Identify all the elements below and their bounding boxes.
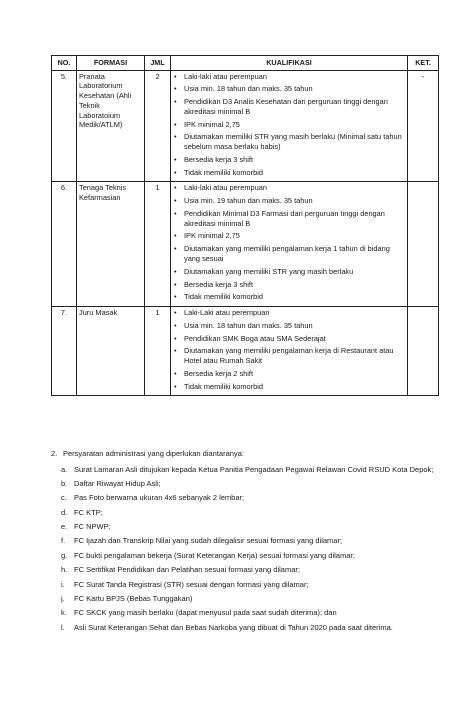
table-row bbox=[52, 182, 439, 307]
list-text: FC Surat Tanda Registrasi (STR) sesuai dengan formasi yang dilamar; bbox=[74, 579, 309, 589]
list-item bbox=[61, 580, 446, 590]
qualification-item: • IPK minimal 2,75 bbox=[173, 231, 405, 241]
qualification-item: • Pendidikan Minimal D3 Farmasi dari perguruan tinggi dengan akreditasi minimal B bbox=[173, 209, 405, 229]
list-text: FC SKCK yang masih berlaku (dapat menyusul pada saat sudah diterima); dan bbox=[74, 608, 337, 618]
list-item bbox=[61, 565, 446, 575]
list-item bbox=[61, 608, 446, 618]
row-jml: 1 bbox=[145, 182, 171, 307]
row-ket bbox=[408, 307, 439, 396]
list-marker: l. bbox=[61, 622, 65, 632]
list-item bbox=[61, 522, 446, 532]
qualification-item: • Laki-laki atau perempuan bbox=[173, 72, 405, 82]
list-item bbox=[61, 594, 446, 604]
row-number: 6. bbox=[52, 182, 77, 307]
list-marker: k. bbox=[61, 608, 67, 618]
list-text: FC KTP; bbox=[74, 507, 103, 517]
table-header-row bbox=[52, 56, 439, 71]
list-marker: e. bbox=[61, 522, 68, 532]
header-no: NO. bbox=[52, 56, 77, 71]
qualification-list bbox=[173, 183, 405, 302]
list-marker: d. bbox=[61, 507, 68, 517]
list-marker: a. bbox=[61, 464, 68, 474]
section-number: 2. bbox=[51, 449, 58, 458]
list-text: FC Kartu BPJS (Bebas Tunggakan) bbox=[74, 593, 193, 603]
qualification-item: • Bersedia kerja 3 shift bbox=[173, 280, 405, 290]
list-text: FC NPWP; bbox=[74, 522, 111, 532]
header-formasi: FORMASI bbox=[77, 56, 145, 71]
list-text: FC Sertifikat Pendidikan dan Pelatihan sesuai formasi yang dilamar; bbox=[74, 565, 300, 575]
list-text: Asli Surat Keterangan Sehat dan Bebas Narkoba yang dibuat di Tahun 2020 pada saat diterima. bbox=[74, 622, 393, 632]
qualification-item: • Tidak memiliki komorbid bbox=[173, 382, 405, 392]
list-marker: g. bbox=[61, 550, 68, 560]
list-text: FC bukti pengalaman bekerja (Surat Keterangan Kerja) sesuai formasi yang dilamar; bbox=[74, 550, 355, 560]
list-marker: h. bbox=[61, 565, 68, 575]
list-marker: f. bbox=[61, 536, 66, 546]
qualification-item: • Diutamakan yang memiliki pengalaman kerja 1 tahun di bidang yang sesuai bbox=[173, 244, 405, 264]
qualification-item: • Pendidikan D3 Analis Kesehatan dari perguruan tinggi dengan akreditasi minimal B bbox=[173, 97, 405, 117]
list-marker: b. bbox=[61, 479, 68, 489]
qualification-item: • Bersedia kerja 2 shift bbox=[173, 369, 405, 379]
administrative-requirements bbox=[51, 449, 446, 637]
qualification-list bbox=[173, 308, 405, 391]
row-jml: 2 bbox=[145, 70, 171, 182]
list-item bbox=[61, 508, 446, 518]
qualification-list bbox=[173, 72, 405, 178]
qualification-item: • IPK minimal 2,75 bbox=[173, 120, 405, 130]
row-formasi: Tenaga Teknis Kefarmasian bbox=[77, 182, 145, 307]
row-ket bbox=[408, 182, 439, 307]
header-kualifikasi: KUALIFIKASI bbox=[171, 56, 408, 71]
section-title: Persyaratan administrasi yang diperlukan diantaranya: bbox=[63, 449, 244, 458]
row-kualifikasi bbox=[171, 307, 408, 396]
list-text: Surat Lamaran Asli ditujukan kepada Ketua Panitia Pengadaan Pegawai Relawan Covid RSUD Kota Depok; bbox=[74, 464, 434, 474]
qualification-item: • Tidak memiliki komorbid bbox=[173, 168, 405, 178]
qualification-item: • Usia min. 18 tahun dan maks. 35 tahun bbox=[173, 321, 405, 331]
qualification-item: • Bersedia kerja 3 shift bbox=[173, 155, 405, 165]
qualification-item: • Usia min. 18 tahun dan maks. 35 tahun bbox=[173, 84, 405, 94]
qualification-item: • Tidak memiliki komorbid bbox=[173, 292, 405, 302]
list-marker: i. bbox=[61, 579, 65, 589]
list-item bbox=[61, 536, 446, 546]
list-marker: c. bbox=[61, 493, 67, 503]
row-kualifikasi bbox=[171, 182, 408, 307]
row-formasi: Juru Masak bbox=[77, 307, 145, 396]
list-item bbox=[61, 493, 446, 503]
table-row bbox=[52, 70, 439, 182]
list-item bbox=[61, 465, 446, 475]
table-row bbox=[52, 307, 439, 396]
list-text: Daftar Riwayat Hidup Asli; bbox=[74, 479, 161, 489]
list-text: FC Ijazah dan Transkrip Nilai yang sudah dilegalisir sesuai formasi yang dilamar; bbox=[74, 536, 343, 546]
qualification-item: • Laki-Laki atau perempuan bbox=[173, 308, 405, 318]
qualification-item: • Laki-laki atau perempuan bbox=[173, 183, 405, 193]
row-jml: 1 bbox=[145, 307, 171, 396]
qualification-item: • Usia min. 19 tahun dan maks. 35 tahun bbox=[173, 196, 405, 206]
section-heading bbox=[51, 449, 446, 459]
header-jml: JML bbox=[145, 56, 171, 71]
qualification-item: • Diutamakan memiliki STR yang masih berlaku (Minimal satu tahun sebelum masa berlaku habis) bbox=[173, 132, 405, 152]
qualification-item: • Pendidikan SMK Boga atau SMA Sederajat bbox=[173, 334, 405, 344]
requirements-list bbox=[51, 465, 446, 633]
row-kualifikasi bbox=[171, 70, 408, 182]
header-ket: KET. bbox=[408, 56, 439, 71]
list-item bbox=[61, 623, 446, 633]
list-text: Pas Foto berwarna ukuran 4x6 sebanyak 2 lembar; bbox=[74, 493, 245, 503]
list-marker: j. bbox=[61, 593, 65, 603]
row-number: 7. bbox=[52, 307, 77, 396]
row-formasi: Pranata Laboratorium Kesehatan (Ahli Teknik Laboratoium Medik/ATLM) bbox=[77, 70, 145, 182]
qualification-item: • Diutamakan yang memiliki pengalaman kerja di Restaurant atau Hotel atau Rumah Sakit bbox=[173, 346, 405, 366]
list-item bbox=[61, 479, 446, 489]
row-ket: - bbox=[408, 70, 439, 182]
qualification-table bbox=[51, 55, 439, 396]
row-number: 5. bbox=[52, 70, 77, 182]
qualification-item: • Diutamakan yang memiliki STR yang masih berlaku bbox=[173, 267, 405, 277]
list-item bbox=[61, 551, 446, 561]
